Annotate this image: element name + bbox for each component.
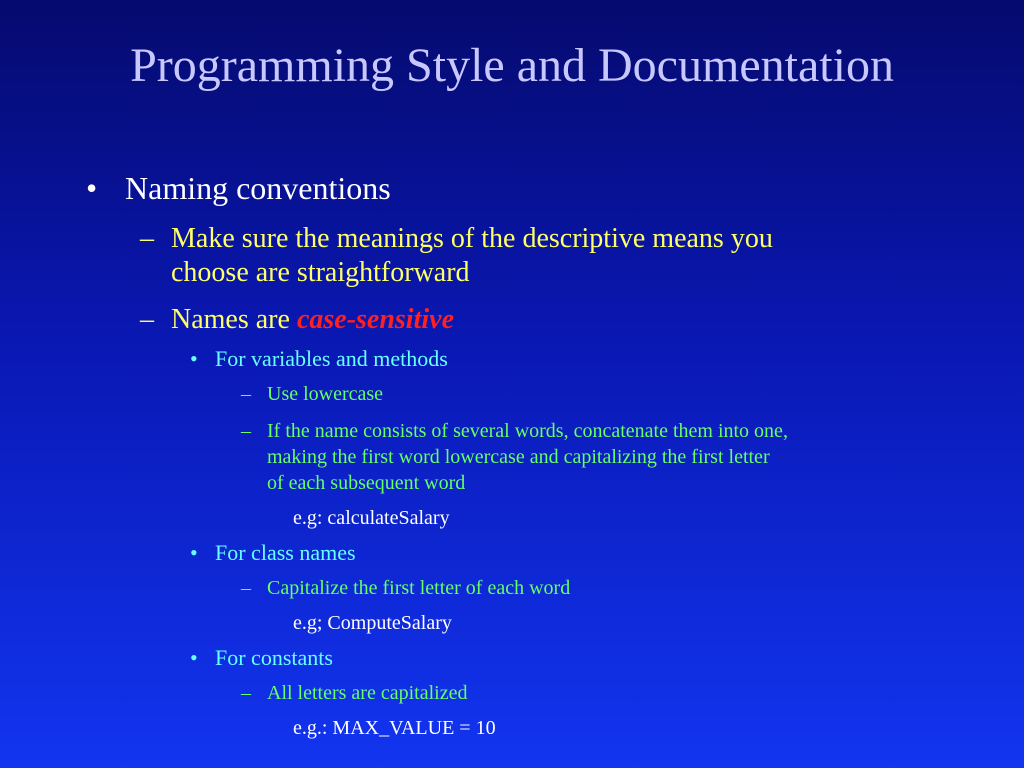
example-constant: e.g.: MAX_VALUE = 10 bbox=[293, 717, 496, 739]
names-are-label: Names are bbox=[171, 304, 297, 335]
meanings-line-2: choose are straightforward bbox=[171, 257, 470, 288]
dash-marker: – bbox=[241, 420, 251, 442]
slide-title: Programming Style and Documentation bbox=[130, 39, 894, 92]
example-variable: e.g: calculateSalary bbox=[293, 507, 450, 529]
bullet-marker: • bbox=[190, 645, 198, 670]
dash-marker: – bbox=[241, 577, 251, 599]
meanings-text bbox=[171, 222, 773, 290]
variables-methods-text: For variables and methods bbox=[215, 346, 448, 371]
concatenate-text bbox=[267, 418, 788, 496]
case-sensitive-emphasis: case-sensitive bbox=[296, 304, 454, 335]
dash-marker: – bbox=[241, 682, 251, 704]
bullet-marker: • bbox=[190, 346, 198, 371]
concatenate-line-3: of each subsequent word bbox=[267, 472, 466, 494]
case-sensitive-text bbox=[171, 303, 454, 337]
concatenate-line-1: If the name consists of several words, concatenate them into one, bbox=[267, 420, 788, 442]
bullet-marker: • bbox=[86, 170, 98, 206]
all-caps-text: All letters are capitalized bbox=[267, 682, 468, 704]
dash-marker: – bbox=[140, 223, 154, 254]
constants-text: For constants bbox=[215, 645, 333, 670]
bullet-marker: • bbox=[190, 540, 198, 565]
meanings-line-1: Make sure the meanings of the descriptive means you bbox=[171, 223, 773, 254]
concatenate-line-2: making the first word lowercase and capitalizing the first letter bbox=[267, 446, 770, 468]
dash-marker: – bbox=[241, 383, 251, 405]
dash-marker: – bbox=[140, 304, 154, 335]
use-lowercase-text: Use lowercase bbox=[267, 383, 384, 405]
capitalize-text: Capitalize the first letter of each word bbox=[267, 577, 571, 599]
naming-conventions-text: Naming conventions bbox=[125, 170, 391, 206]
example-class: e.g; ComputeSalary bbox=[293, 612, 452, 634]
class-names-text: For class names bbox=[215, 540, 356, 565]
